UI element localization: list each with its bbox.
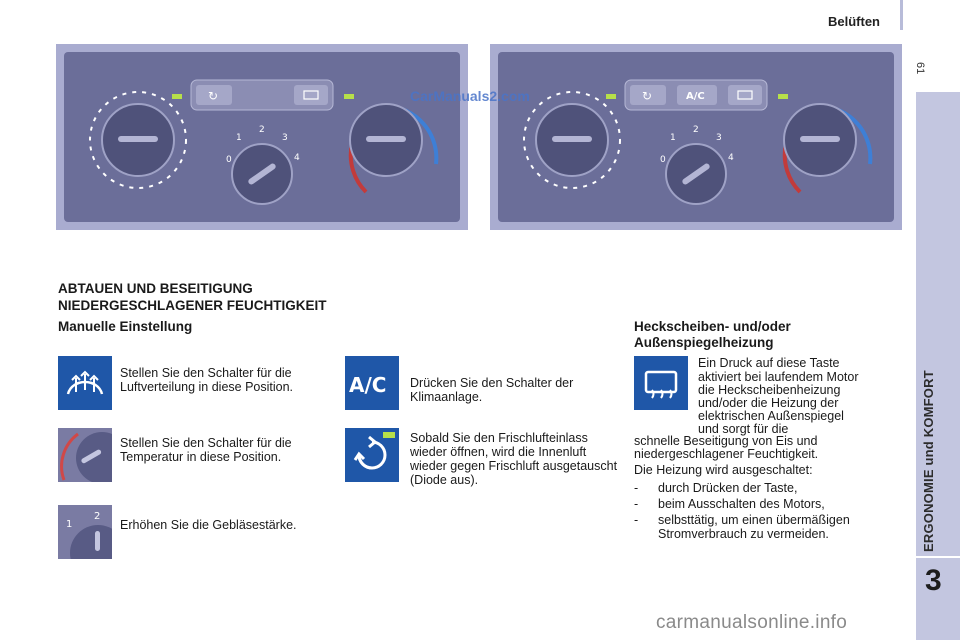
rear-heating-title: [634, 319, 791, 351]
rear-heating-intro-l1: Ein Druck auf diese Taste: [698, 356, 840, 370]
bullet-text: selbsttätig, um einen übermäßigen Stromverbrauch zu vermeiden.: [658, 513, 850, 541]
panel-illustration-left: [56, 44, 468, 230]
distribution-pointer: [552, 136, 592, 142]
instruction-fan-speed: Erhöhen Sie die Gebläsestärke.: [120, 518, 297, 532]
led-right: [344, 94, 354, 99]
temp-pointer: [366, 136, 406, 142]
fan-num-1: 1: [670, 133, 676, 143]
rear-heating-title-line1: Heckscheiben- und/oder: [634, 319, 791, 334]
page-header-title: Belüften: [828, 14, 880, 29]
rear-heating-intro-l5: elektrischen Außenspiegel: [698, 409, 844, 423]
bullet-text: beim Ausschalten des Motors,: [658, 497, 825, 511]
recirc-icon: ↻: [208, 89, 219, 103]
led-left: [606, 94, 616, 99]
fan-num-2: 2: [259, 125, 265, 135]
panel-illustration-right: [490, 44, 902, 230]
fan-num-0: 0: [226, 155, 232, 165]
rear-heating-intro-l2: aktiviert bei laufendem Motor: [698, 370, 859, 384]
fan-num-3: 3: [716, 133, 722, 143]
distribution-pointer: [118, 136, 158, 142]
climate-panel-ac: [490, 44, 902, 230]
fan-num-0: 0: [660, 155, 666, 165]
fan-icon-num-2: 2: [94, 511, 101, 522]
section-title-line1: ABTAUEN UND BESEITIGUNG: [58, 281, 253, 296]
rear-heating-intro-l4: und/oder die Heizung der: [698, 396, 839, 410]
bullet-text: durch Drücken der Taste,: [658, 481, 798, 495]
fan-num-2: 2: [693, 125, 699, 135]
climate-panel-manual: [56, 44, 468, 230]
recirc-icon: ↻: [642, 89, 653, 103]
bullet-marker: -: [634, 513, 639, 527]
footer-watermark: carmanualsonline.info: [656, 612, 848, 633]
temperature-dial-icon: [58, 428, 112, 482]
instruction-ac: Drücken Sie den Schalter der Klimaanlage.: [410, 376, 574, 404]
rear-heating-intro-l7: schnelle Beseitigung von Eis und: [634, 434, 818, 448]
temp-pointer: [800, 136, 840, 142]
led-right: [778, 94, 788, 99]
fan-num-4: 4: [728, 153, 734, 163]
air-distribution-icon: [58, 356, 112, 410]
fan-speed-dial-icon: [58, 505, 112, 559]
rear-defrost-icon: [634, 356, 688, 410]
chapter-number: 3: [925, 564, 942, 597]
fan-num-3: 3: [282, 133, 288, 143]
ac-icon-label: A/C: [349, 373, 387, 397]
recirculation-icon: [345, 428, 399, 482]
ac-icon: [345, 356, 399, 410]
rear-defrost-button: [294, 85, 328, 105]
rear-defrost-button: [728, 85, 762, 105]
rear-heating-title-line2: Außenspiegelheizung: [634, 335, 774, 350]
instruction-temperature: Stellen Sie den Schalter für die Temperatur in diese Position.: [120, 436, 292, 464]
section-title: [58, 280, 327, 314]
fan-num-4: 4: [294, 153, 300, 163]
fan-icon-num-1: 1: [66, 519, 73, 530]
rear-heating-intro-l3: die Heckscheibenheizung: [698, 383, 841, 397]
page-number: 61: [914, 62, 926, 75]
rear-heating-off-intro: Die Heizung wird ausgeschaltet:: [634, 463, 813, 477]
chapter-sidebar-label: ERGONOMIE und KOMFORT: [921, 370, 936, 552]
fan-num-1: 1: [236, 133, 242, 143]
section-title-line2: NIEDERGESCHLAGENER FEUCHTIGKEIT: [58, 298, 327, 313]
section-subtitle: Manuelle Einstellung: [58, 319, 193, 334]
ac-button-label: A/C: [686, 91, 705, 102]
rear-heating-intro-l6: und sorgt für die: [698, 422, 789, 436]
image-watermark: CarManuals2.com: [410, 88, 530, 104]
bullet-marker: -: [634, 481, 639, 495]
led-left: [172, 94, 182, 99]
instruction-air-distribution: Stellen Sie den Schalter für die Luftverteilung in diese Position.: [120, 366, 294, 394]
bullet-marker: -: [634, 497, 639, 511]
rear-heating-intro-l8: niedergeschlagener Feuchtigkeit.: [634, 447, 819, 461]
instruction-recirculation: Sobald Sie den Frischlufteinlass wieder öffnen, wird die Innenluft wieder gegen Frischluft ausgetauscht (Diode aus).: [410, 431, 618, 487]
header-divider: [900, 0, 903, 30]
